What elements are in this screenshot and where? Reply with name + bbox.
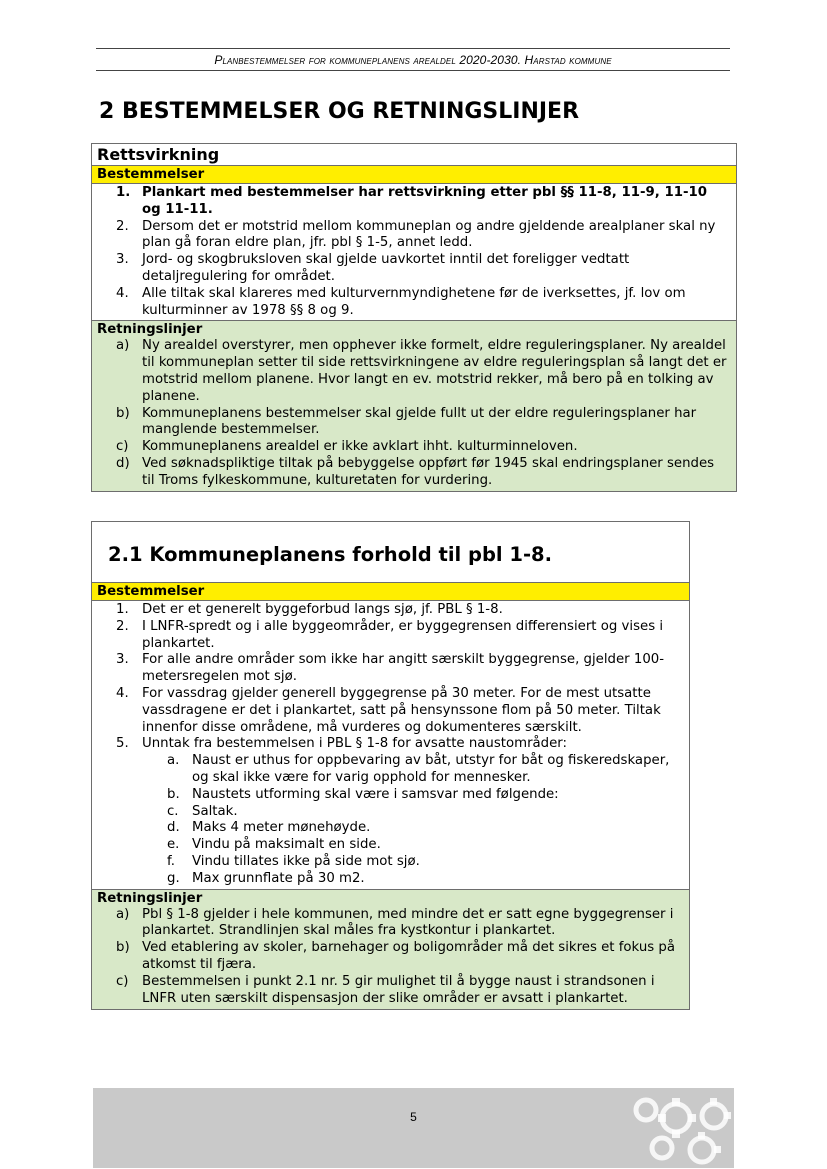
guideline-item	[92, 456, 736, 490]
list-marker: 3.	[116, 652, 129, 668]
list-item-text: Unntak fra bestemmelsen i PBL § 1-8 for avsatte naustområder:	[142, 736, 568, 752]
list-item	[92, 736, 689, 753]
list-item-text: For vassdrag gjelder generell byggegrense på 30 meter. For de mest utsatte vassdragene er det i plankartet, satt på hensynssone flom på 50 meter. Tiltak innenfor disse områdene, må vurderes og dokumenteres særskilt.	[142, 685, 661, 735]
list-marker: 1.	[116, 185, 131, 200]
list-marker: b)	[116, 940, 130, 956]
list-marker: 4.	[116, 685, 129, 701]
list-item-text: Maks 4 meter mønehøyde.	[192, 820, 371, 836]
list-marker: 1.	[116, 602, 129, 617]
list-item	[92, 619, 689, 653]
list-marker: g.	[167, 870, 180, 886]
chapter-heading: 2 BESTEMMELSER OG RETNINGSLINJER	[99, 99, 580, 124]
list-item-text: Kommuneplanens bestemmelser skal gjelde fullt ut der eldre reguleringsplaner har manglende bestemmelser.	[142, 405, 697, 438]
list-item	[92, 652, 689, 686]
list-item-text: Plankart med bestemmelser har rettsvirkning etter pbl §§ 11-8, 11-9, 11-10 og 11-11.	[142, 185, 707, 217]
running-header: Planbestemmelser for kommuneplanens arealdel 2020-2030. Harstad kommune	[214, 53, 612, 67]
page-number: 5	[410, 1110, 417, 1124]
guideline-item	[92, 907, 689, 941]
naust-sublist	[92, 753, 689, 888]
list-marker: c)	[116, 973, 129, 989]
list-item-text: Max grunnflate på 30 m2.	[192, 870, 365, 886]
rettsvirkning-box	[91, 143, 737, 492]
list-marker: 5.	[116, 736, 129, 752]
list-marker: e.	[167, 837, 180, 853]
list-marker: d)	[116, 455, 130, 471]
bestemmelser-label: Bestemmelser	[92, 582, 689, 601]
list-marker: f.	[167, 853, 175, 869]
list-marker: 3.	[116, 252, 129, 268]
retningslinjer-label: Retningslinjer	[92, 320, 736, 338]
list-marker: c.	[167, 803, 179, 819]
list-item-text: Kommuneplanens arealdel er ikke avklart ihht. kulturminneloven.	[142, 439, 578, 455]
list-marker: d.	[167, 820, 180, 836]
list-marker: c)	[116, 439, 129, 455]
list-item	[92, 286, 736, 320]
list-marker: a.	[167, 753, 180, 769]
rettsvirkning-title: Rettsvirkning	[97, 145, 220, 164]
retningslinjer-list	[92, 338, 736, 490]
section-2-1-heading: 2.1 Kommuneplanens forhold til pbl 1-8.	[108, 543, 553, 566]
sub-list-item	[92, 753, 689, 787]
guideline-item	[92, 974, 689, 1008]
list-item-text: Det er et generelt byggeforbud langs sjø, jf. PBL § 1-8.	[142, 602, 503, 617]
list-item-text: Ved etablering av skoler, barnehager og boligområder må det sikres et fokus på atkomst til fjæra.	[142, 940, 676, 972]
sub-list-item	[92, 820, 689, 837]
guideline-item	[92, 940, 689, 974]
list-marker: 2.	[116, 218, 129, 234]
bestemmelser-label: Bestemmelser	[92, 165, 736, 184]
guideline-item	[92, 338, 736, 405]
list-item-text: I LNFR-spredt og i alle byggeområder, er byggegrensen differensiert og vises i plankartet.	[142, 618, 664, 651]
list-marker: b.	[167, 786, 180, 802]
list-item-text: Saltak.	[192, 803, 238, 819]
list-item	[92, 219, 736, 253]
list-item-text: For alle andre områder som ikke har angitt særskilt byggegrense, gjelder 100-metersregelen mot sjø.	[142, 652, 665, 685]
list-item-text: Ny arealdel overstyrer, men opphever ikke formelt, eldre reguleringsplaner. Ny arealdel til kommuneplan setter til side rettsvirkningene av eldre reguleringsplan så langt det er motstrid mellom planene. Hvor langt en ev. motstrid rekker, må bero på en tolking av planene.	[142, 338, 727, 404]
list-item-text: Vindu tillates ikke på side mot sjø.	[192, 853, 420, 869]
list-item-text: Alle tiltak skal klareres med kulturvernmyndighetene før de iverksettes, jf. lov om kulturminner av 1978 §§ 8 og 9.	[142, 285, 686, 318]
sub-list-item	[92, 787, 689, 804]
list-marker: a)	[116, 906, 130, 922]
retningslinjer-label: Retningslinjer	[92, 889, 689, 907]
gear-logo-icon	[624, 1088, 734, 1168]
header-rule-top	[96, 48, 730, 49]
guideline-item	[92, 439, 736, 456]
list-item-text: Vindu på maksimalt en side.	[192, 837, 381, 853]
section-2-1-box	[91, 521, 690, 1010]
header-rule-bottom	[96, 70, 730, 71]
bestemmelser-list	[92, 184, 736, 320]
list-marker: 2.	[116, 618, 129, 634]
list-item-text: Jord- og skogbruksloven skal gjelde uavkortet inntil det foreligger vedtatt detaljregulering for området.	[142, 252, 630, 284]
list-item	[92, 252, 736, 286]
list-item-text: Bestemmelsen i punkt 2.1 nr. 5 gir mulighet til å bygge naust i strandsonen i LNFR uten særskilt dispensasjon der slike områder er avsatt i plankartet.	[142, 973, 655, 1006]
list-item-text: Pbl § 1-8 gjelder i hele kommunen, med mindre det er satt egne byggegrenser i plankartet. Strandlinjen skal måles fra kystkontur i plankartet.	[142, 906, 674, 939]
list-item-text: Ved søknadspliktige tiltak på bebyggelse oppført før 1945 skal endringsplaner sendes til Troms fylkeskommune, kulturetaten for vurdering.	[142, 455, 715, 488]
sub-list-item	[92, 837, 689, 854]
page-footer	[93, 1088, 734, 1168]
list-item-text: Dersom det er motstrid mellom kommuneplan og andre gjeldende arealplaner skal ny plan gå foran eldre plan, jfr. pbl § 1-5, annet ledd.	[142, 218, 716, 251]
retningslinjer-list	[92, 907, 689, 1010]
list-marker: b)	[116, 405, 130, 421]
list-item	[92, 185, 736, 219]
guideline-item	[92, 406, 736, 440]
list-item-text: Naustets utforming skal være i samsvar med følgende:	[192, 786, 559, 802]
list-item-text: Naust er uthus for oppbevaring av båt, utstyr for båt og fiskeredskaper, og skal ikke være for varig opphold for mennesker.	[192, 753, 670, 785]
list-item	[92, 686, 689, 736]
list-marker: a)	[116, 338, 130, 354]
bestemmelser-list	[92, 601, 689, 753]
sub-list-item	[92, 804, 689, 821]
list-marker: 4.	[116, 285, 129, 301]
sub-list-item	[92, 854, 689, 871]
sub-list-item	[92, 871, 689, 888]
list-item	[92, 602, 689, 619]
